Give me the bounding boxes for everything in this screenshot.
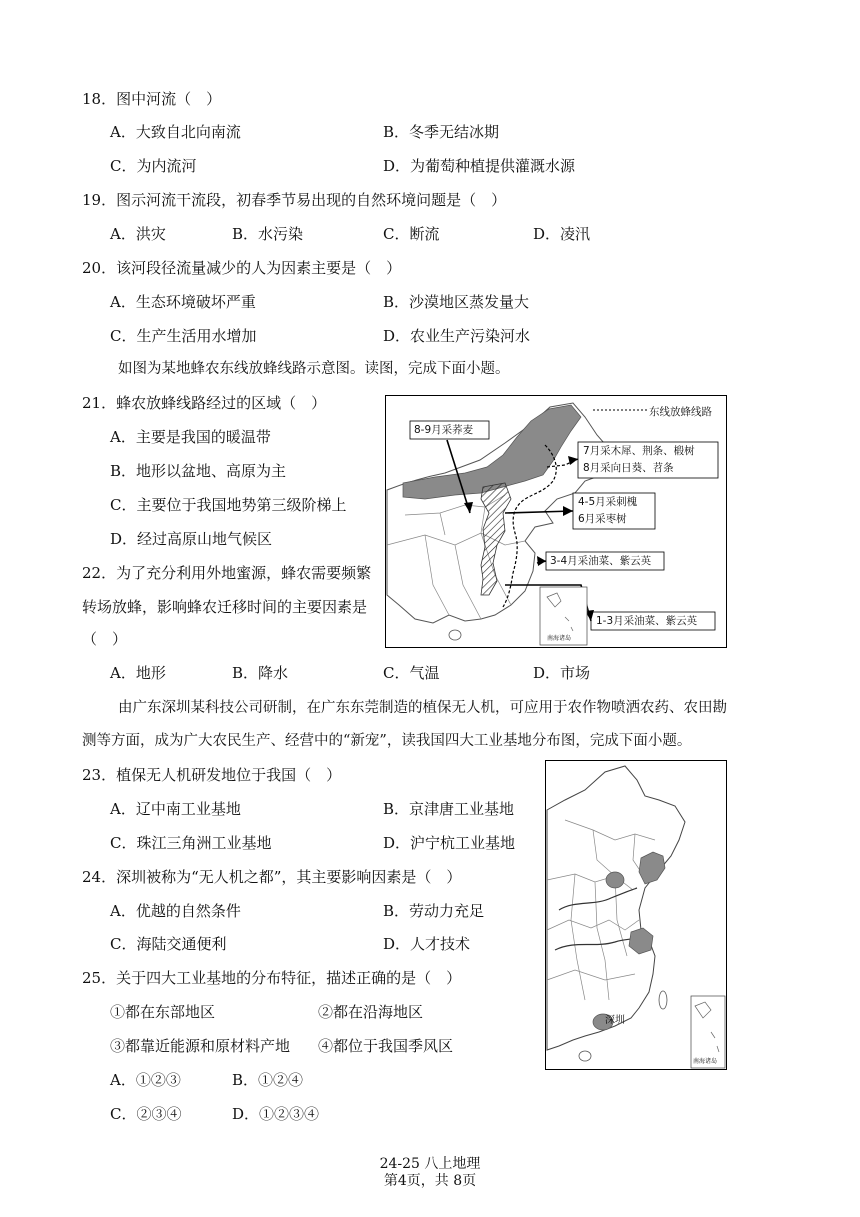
q23-option-a: A．辽中南工业基地 [110,800,241,818]
q23-option-d: D．沪宁杭工业基地 [383,834,516,852]
intro-bee-route: 如图为某地蜂农东线放蜂线路示意图。读图，完成下面小题。 [118,361,510,377]
q21-option-b: B．地形以盆地、高原为主 [110,462,287,480]
map1-inset-label: 南海诸岛 [547,635,572,642]
label-aug-sep: 8-9月采荞麦 [414,424,474,436]
q24-option-c: C．海陆交通便利 [110,935,227,953]
q25-option-c: C．②③④ [110,1105,182,1123]
q20-stem: 20．该河段径流量减少的人为因素主要是（ ） [82,259,402,277]
q25-statement-1: ①都在东部地区 [110,1003,216,1021]
label-jul-line1: 7月采木犀、荆条、椴树 [583,445,695,457]
q20-option-c: C．生产生活用水增加 [110,327,257,345]
q22-option-d: D．市场 [533,664,591,682]
q22-stem-line1: 22．为了充分利用外地蜜源，蜂农需要频繁 [82,564,372,582]
footer-subject: 24-25 八上地理 [379,1156,481,1172]
q18-option-b: B．冬季无结冰期 [383,123,500,141]
q25-option-d: D．①②③④ [232,1105,320,1123]
map2-inset-label: 南海诸岛 [693,1058,718,1065]
label-apr-line2: 6月采枣树 [578,513,627,525]
intro-drone-line1: 由广东深圳某科技公司研制，在广东东莞制造的植保无人机，可应用于农作物喷洒农药、农田勘 [118,700,727,716]
q22-option-c: C．气温 [383,664,440,682]
q24-option-b: B．劳动力充足 [383,902,485,920]
q25-stem: 25．关于四大工业基地的分布特征，描述正确的是（ ） [82,969,462,987]
q21-option-d: D．经过高原山地气候区 [110,530,273,548]
q25-option-b: B．①②④ [232,1071,304,1089]
q19-option-c: C．断流 [383,225,440,243]
label-jan-mar: 1-3月采油菜、紫云英 [596,615,698,627]
q18-option-d: D．为葡萄种植提供灌溉水源 [383,157,576,175]
q19-option-b: B．水污染 [232,225,304,243]
q22-option-b: B．降水 [232,664,289,682]
q18-option-c: C．为内流河 [110,157,197,175]
intro-drone-line2: 测等方面，成为广大农民生产、经营中的“新宠”，读我国四大工业基地分布图，完成下面小题。 [82,733,692,749]
q23-option-c: C．珠江三角洲工业基地 [110,834,272,852]
q19-stem: 19．图示河流干流段，初春季节易出现的自然环境问题是（ ） [82,191,507,209]
q22-stem-line3: （ ） [82,630,128,648]
q25-option-a: A．①②③ [110,1071,181,1089]
label-apr-line1: 4-5月采刺槐 [578,496,638,508]
q24-stem: 24．深圳被称为“无人机之都”，其主要影响因素是（ ） [82,868,462,886]
q21-option-c: C．主要位于我国地势第三级阶梯上 [110,496,347,514]
q21-option-a: A．主要是我国的暖温带 [110,428,271,446]
footer-page-number: 第4页，共 8页 [383,1173,477,1189]
bee-route-legend: 东线放蜂线路 [649,406,712,418]
shenzhen-label: 深圳 [605,1015,625,1026]
q25-statement-3: ③都靠近能源和原材料产地 [110,1037,291,1055]
q21-stem: 21．蜂农放蜂线路经过的区域（ ） [82,394,327,412]
q23-stem: 23．植保无人机研发地位于我国（ ） [82,766,342,784]
q18-stem: 18．图中河流（ ） [82,90,222,108]
q20-option-a: A．生态环境破坏严重 [110,293,256,311]
q23-option-b: B．京津唐工业基地 [383,800,515,818]
label-jul-line2: 8月采向日葵、苕条 [583,462,674,474]
q19-option-d: D．凌汛 [533,225,591,243]
q20-option-b: B．沙漠地区蒸发量大 [383,293,530,311]
q18-option-a: A．大致自北向南流 [110,123,241,141]
q24-option-a: A．优越的自然条件 [110,902,241,920]
label-mar-apr: 3-4月采油菜、紫云英 [550,555,652,567]
q25-statement-4: ④都位于我国季风区 [318,1037,454,1055]
bee-route-map [385,395,727,648]
q19-option-a: A．洪灾 [110,225,166,243]
q25-statement-2: ②都在沿海地区 [318,1003,424,1021]
q22-option-a: A．地形 [110,664,166,682]
q24-option-d: D．人才技术 [383,935,471,953]
q22-stem-line2: 转场放蜂，影响蜂农迁移时间的主要因素是 [82,598,368,616]
q20-option-d: D．农业生产污染河水 [383,327,531,345]
industrial-base-map [545,760,727,1070]
